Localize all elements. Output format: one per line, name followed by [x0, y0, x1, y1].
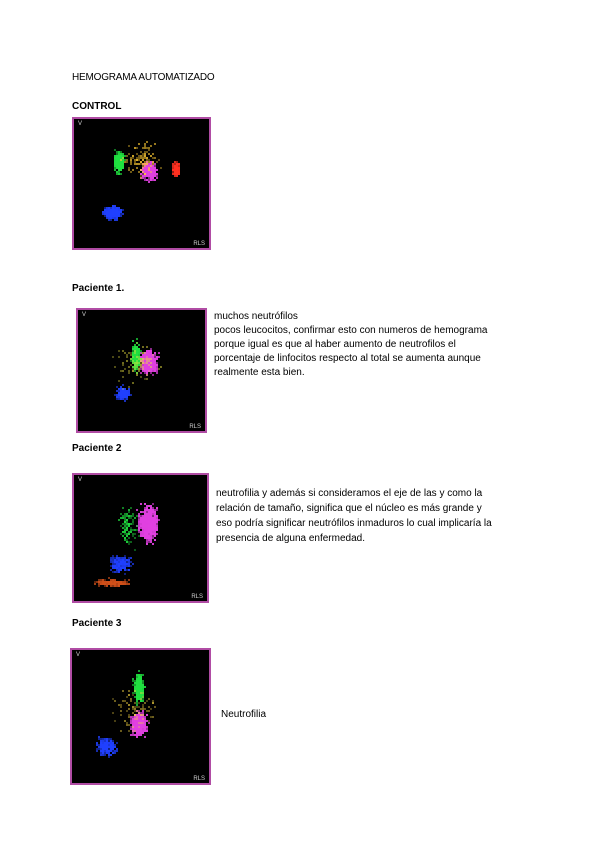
note-line: Neutrofilia [221, 709, 267, 720]
section-heading-paciente-1: Paciente 1. [72, 283, 125, 294]
x-axis-label: RLS [191, 594, 203, 600]
scatterplot-paciente-3 [70, 648, 211, 785]
y-axis-label: V [82, 312, 87, 318]
document-title: HEMOGRAMA AUTOMATIZADO [72, 72, 215, 83]
scatterplot-paciente-1 [76, 308, 207, 433]
note-line: porque igual es que al haber aumento de neutrofilos el [214, 339, 456, 350]
paciente-1-notes [214, 310, 544, 380]
scatterplot-paciente-3-canvas [72, 650, 209, 783]
scatterplot-paciente-1-canvas [78, 310, 205, 431]
section-heading-paciente-3: Paciente 3 [72, 618, 122, 629]
section-heading-paciente-2: Paciente 2 [72, 443, 122, 454]
scatterplot-paciente-2-canvas [74, 475, 207, 601]
paciente-2-notes [216, 486, 546, 546]
note-line: porcentaje de linfocitos respecto al total se aumenta aunque [214, 353, 481, 364]
note-line: realmente esta bien. [214, 367, 305, 378]
paciente-3-notes [221, 708, 266, 722]
scatterplot-control-canvas [74, 119, 209, 248]
section-heading-control: CONTROL [72, 101, 122, 112]
x-axis-label: RLS [193, 241, 205, 247]
note-line: presencia de alguna enfermedad. [216, 533, 365, 544]
y-axis-label: V [76, 652, 81, 658]
scatterplot-control [72, 117, 211, 250]
note-line: eso podría significar neutrófilos inmaduros lo cual implicaría la [216, 518, 492, 529]
note-line: pocos leucocitos, confirmar esto con numeros de hemograma [214, 325, 488, 336]
x-axis-label: RLS [193, 776, 205, 782]
note-line: muchos neutrófilos [214, 311, 298, 322]
y-axis-label: V [78, 477, 83, 483]
scatterplot-paciente-2 [72, 473, 209, 603]
note-line: relación de tamaño, significa que el núcleo es más grande y [216, 503, 482, 514]
y-axis-label: V [78, 121, 83, 127]
note-line: neutrofilia y además si consideramos el eje de las y como la [216, 488, 483, 499]
x-axis-label: RLS [189, 424, 201, 430]
